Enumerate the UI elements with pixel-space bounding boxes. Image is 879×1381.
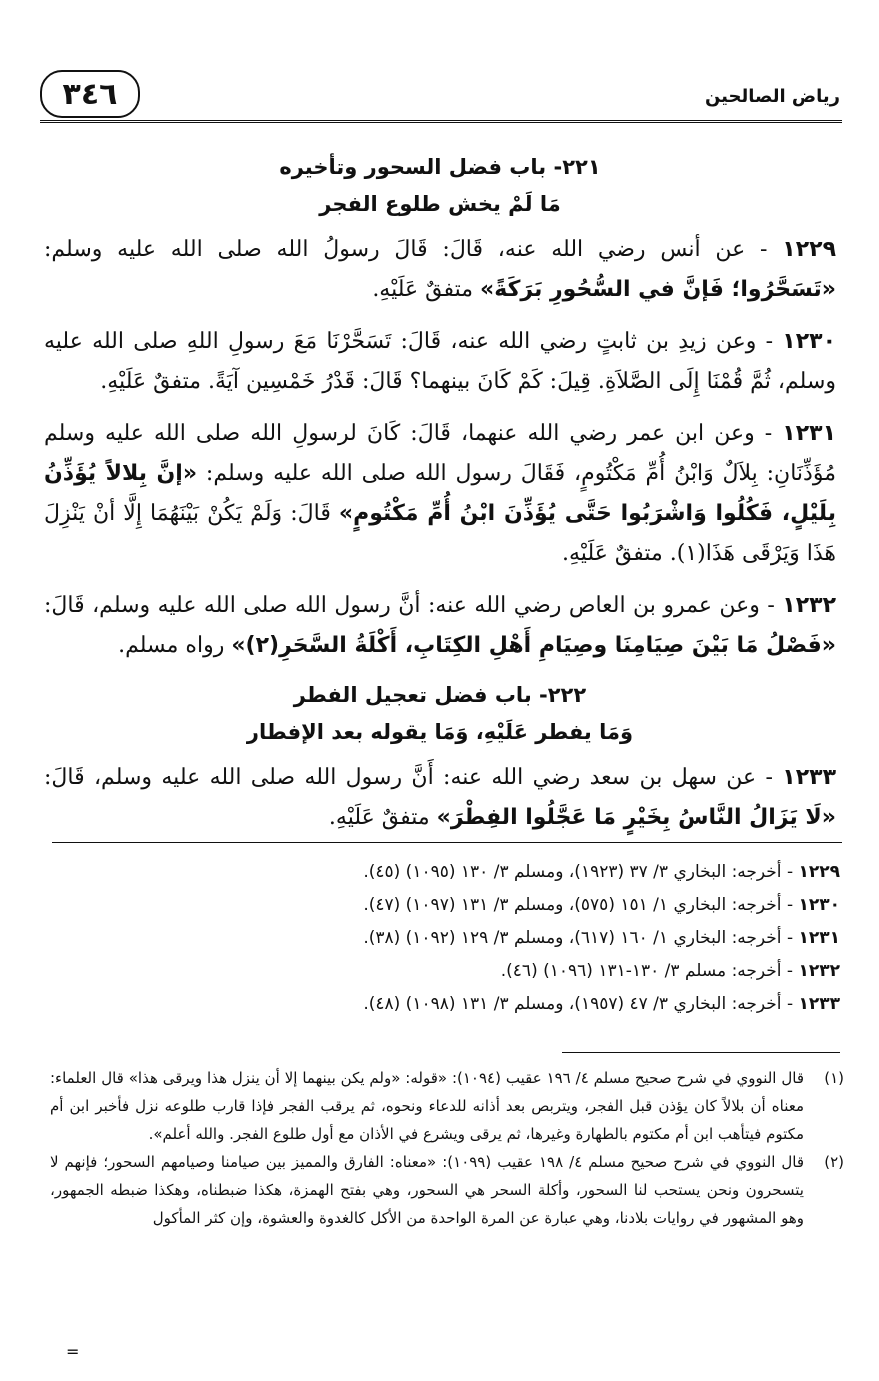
hadith-quote: «إنَّ بِلالاً يُؤَذِّنُ بِلَيْلٍ، فَكُلُوا وَاشْرَبُوا حَتَّى يُؤَذِّنَ ابْنُ أُمِّ مَكْتُومٍ» (44, 461, 836, 526)
hadith-source: متفقٌ عَلَيْهِ. (328, 805, 437, 830)
footnote-1 (50, 1064, 844, 1148)
hadith-1229 (44, 230, 836, 310)
hadith-number: ١٢٣٠ (782, 329, 836, 354)
takhrij-list (50, 856, 840, 1021)
hadith-number: ١٢٢٩ (782, 237, 836, 262)
takhrij-item (50, 922, 840, 955)
footnote-2 (50, 1148, 844, 1232)
hadith-text: - عن أنس رضي الله عنه، قَالَ: قَالَ رسولُ الله صلى الله عليه وسلم: (44, 237, 783, 262)
chapter-222-hadiths (44, 758, 836, 838)
footnote-mark: (٢) (824, 1153, 844, 1171)
takhrij-number: ١٢٣١ (798, 928, 840, 948)
takhrij-item (50, 856, 840, 889)
takhrij-number: ١٢٢٩ (798, 862, 840, 882)
takhrij-text: - أخرجه: البخاري ١/ ١٥١ (٥٧٥)، ومسلم ٣/ ١٣١ (١٠٩٧) (٤٧). (363, 895, 799, 915)
takhrij-item (50, 955, 840, 988)
continued-mark: = (66, 1342, 80, 1361)
hadith-text: - وعن ابن عمر رضي الله عنهما، قَالَ: كَانَ لرسولِ الله صلى الله عليه وسلم مُؤَذِّنَانِ: بِلاَلٌ وَابْنُ أُمِّ مَكْتُومٍ، فَقَالَ رسول الله صلى الله عليه وسلم: (44, 421, 836, 486)
takhrij-number: ١٢٣٠ (798, 895, 840, 915)
chapter-222-title: ٢٢٢- باب فضل تعجيل الفطر (293, 683, 587, 707)
chapter-221-subtitle: مَا لَمْ يخش طلوع الفجر (319, 192, 561, 216)
footnotes-divider (562, 1052, 840, 1053)
hadith-1232 (44, 586, 836, 666)
hadith-number: ١٢٣٣ (782, 765, 836, 790)
chapter-221-title: ٢٢١- باب فضل السحور وتأخيره (279, 155, 601, 179)
hadith-text: - وعن زيدِ بن ثابتٍ رضي الله عنه، قَالَ: تَسَحَّرْنَا مَعَ رسولِ اللهِ صلى الله عليه وسلم، ثُمَّ قُمْنَا إِلَى الصَّلاَةِ. قِيلَ: كَمْ كَانَ بينهما؟ قَالَ: قَدْرُ خَمْسِين آيَةً. متفقٌ عَلَيْهِ. (44, 329, 836, 394)
takhrij-text: - أخرجه: البخاري ٣/ ٣٧ (١٩٢٣)، ومسلم ٣/ ١٣٠ (١٠٩٥) (٤٥). (363, 862, 799, 882)
hadith-1230 (44, 322, 836, 402)
hadith-1233 (44, 758, 836, 838)
takhrij-number: ١٢٣٣ (798, 994, 840, 1014)
hadith-quote: «لَا يَزَالُ النَّاسُ بِخَيْرٍ مَا عَجَّلُوا الفِطْرَ» (436, 805, 836, 830)
takhrij-text: - أخرجه: مسلم ٣/ ١٣٠-١٣١ (١٠٩٦) (٤٦). (500, 961, 799, 981)
hadith-text: - عن سهل بن سعد رضي الله عنه: أَنَّ رسول الله صلى الله عليه وسلم، قَالَ: (44, 765, 783, 790)
footnote-mark: (١) (824, 1069, 844, 1087)
chapter-222-subtitle: وَمَا يفطر عَلَيْهِ، وَمَا يقوله بعد الإفطار (246, 720, 634, 744)
takhrij-text: - أخرجه: البخاري ٣/ ٤٧ (١٩٥٧)، ومسلم ٣/ ١٣١ (١٠٩٨) (٤٨). (363, 994, 799, 1014)
header-divider (40, 120, 842, 123)
hadith-source: قَالَ: وَلَمْ يَكُنْ بَيْنَهُمَا إِلَّا أنْ يَنْزِلَ هَذَا وَيَرْقَى هَذَا(١). متفقٌ عَلَيْهِ. (44, 501, 836, 566)
page-header (40, 62, 840, 122)
hadith-number: ١٢٣٢ (782, 593, 836, 618)
hadith-source: رواه مسلم. (118, 633, 232, 658)
footnotes (50, 1064, 844, 1232)
takhrij-text: - أخرجه: البخاري ١/ ١٦٠ (٦١٧)، ومسلم ٣/ ١٢٩ (١٠٩٢) (٣٨). (363, 928, 799, 948)
takhrij-item (50, 988, 840, 1021)
hadith-quote: «تَسَحَّرُوا؛ فَإنَّ في السُّحُورِ بَرَكَةً» (480, 277, 836, 302)
page-number: ٣٤٦ (40, 70, 140, 118)
hadith-quote: «فَصْلُ مَا بَيْنَ صِيَامِنَا وصِيَامِ أَهْلِ الكِتَابِ، أَكْلَةُ السَّحَرِ(٢)» (231, 633, 836, 658)
footnote-text: قال النووي في شرح صحيح مسلم ٤/ ١٩٦ عقيب (١٠٩٤): «قوله: «ولم يكن بينهما إلا أن ينزل هذا ويرقى هذا» قال العلماء: معناه أن بلالاً كان يؤذن قبل الفجر، ويتربص بعد أذانه للدعاء ونحوه، ثم يرقب الفجر فإذا قارب طلوعه نزل فأخبر ابن أم مكتوم فيتأهب ابن أم مكتوم بالطهارة وغيرها، ثم يرقى ويشرع في الأذان مع أول طلوع الفجر. والله أعلم». (50, 1069, 804, 1143)
hadith-1231 (44, 414, 836, 574)
takhrij-divider (52, 842, 842, 843)
main-content (44, 150, 836, 850)
takhrij-item (50, 889, 840, 922)
hadith-text: - وعن عمرو بن العاص رضي الله عنه: أنَّ رسول الله صلى الله عليه وسلم، قَالَ: (44, 593, 783, 618)
takhrij-number: ١٢٣٢ (798, 961, 840, 981)
hadith-number: ١٢٣١ (782, 421, 836, 446)
footnote-text: قال النووي في شرح صحيح مسلم ٤/ ١٩٨ عقيب (١٠٩٩): «معناه: الفارق والمميز بين صيامنا وصيامهم السحور؛ فإنهم لا يتسحرون ونحن يستحب لنا السحور، وأكلة السحر هي السحور، وهي بفتح الهمزة، هكذا ضبطناه، وهكذا ضبطه الجمهور، وهو المشهور في روايات بلادنا، وهي عبارة عن المرة الواحدة من الأكل كالغدوة والعشوة، وإن كثر المأكول (50, 1153, 804, 1227)
chapter-221-hadiths (44, 230, 836, 666)
hadith-source: متفقٌ عَلَيْهِ. (372, 277, 481, 302)
book-title: رياض الصالحين (704, 86, 840, 107)
